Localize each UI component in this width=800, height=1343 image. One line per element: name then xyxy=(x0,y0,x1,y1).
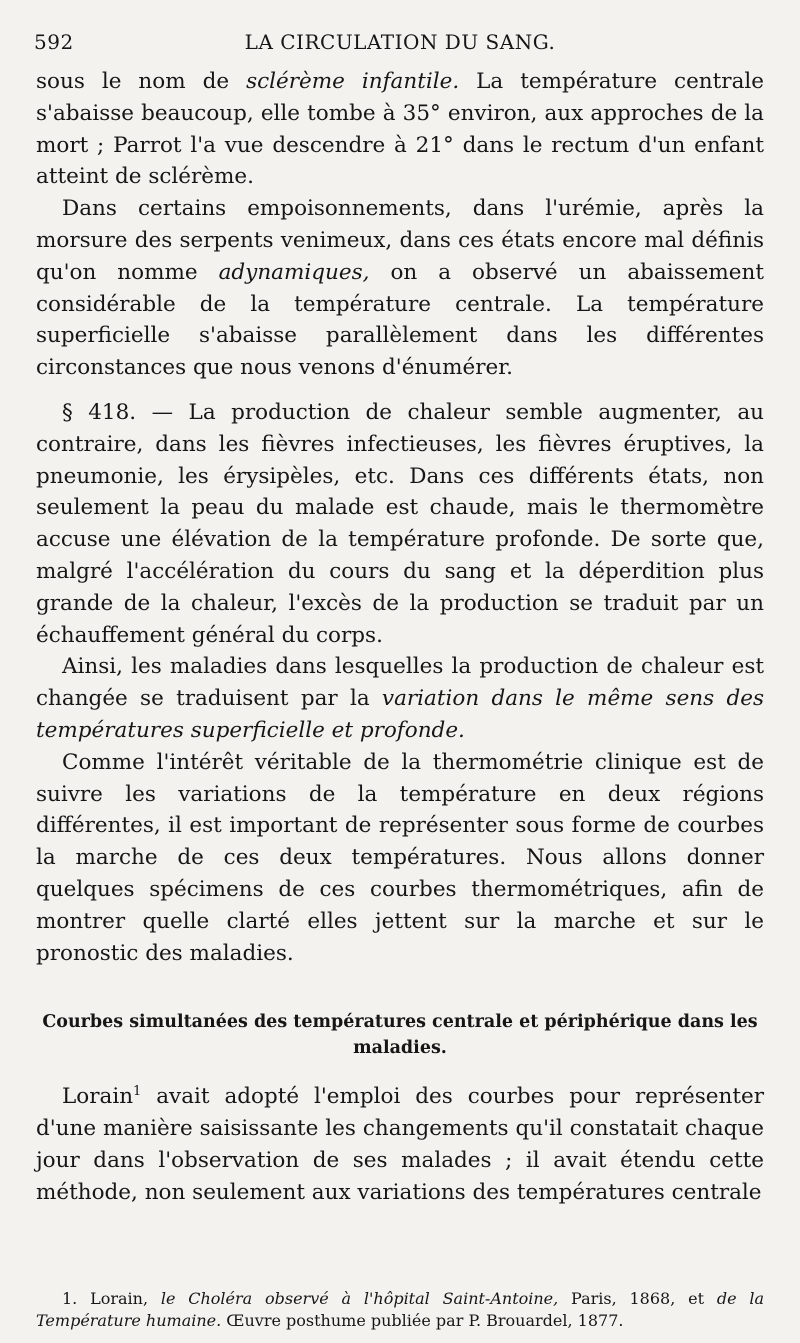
paragraph-2 xyxy=(36,193,764,384)
paragraph-6-text-b: avait adopté l'emploi des courbes pour représenter d'une manière saisissante les changements qu'il constatait chaque jour dans l'observation de ses malades ; il avait étendu cette méthode, non seulement aux variations des températures centrale xyxy=(36,1084,764,1205)
footnote xyxy=(36,1288,764,1332)
paragraph-4-italic: variation dans le même sens des températures superficielle et profonde. xyxy=(36,686,764,743)
page-body xyxy=(36,66,764,1209)
page-number: 592 xyxy=(34,30,74,54)
paragraph-2-text-b: on a observé un abaissement considérable de la température centrale. La température superficielle s'abaisse parallèlement dans les différentes circonstances que nous venons d'énumérer. xyxy=(36,259,764,381)
footnote-mid: Paris, 1868, et xyxy=(558,1289,717,1308)
paragraph-2-italic: adynamiques, xyxy=(218,259,370,285)
paragraph-1-text-a: sous le nom de xyxy=(36,69,247,94)
footnote-tail: Œuvre posthume publiée par P. Brouardel, 1877. xyxy=(221,1311,624,1330)
running-header xyxy=(34,30,766,60)
paragraph-1-text-b: La température centrale s'abaisse beaucoup, elle tombe à 35° environ, aux approches de la mort ; Parrot l'a vue descendre à 21° dans le rectum d'un enfant atteint de sclérème. xyxy=(36,69,764,190)
footnote-marker: 1. xyxy=(62,1289,78,1308)
footnote-author: Lorain, xyxy=(77,1289,161,1308)
running-title: LA CIRCULATION DU SANG. xyxy=(244,30,556,54)
paragraph-5: Comme l'intérêt véritable de la thermométrie clinique est de suivre les variations de la température en deux régions différentes, il est important de représenter sous forme de courbes la marche de ces deux températures. Nous allons donner quelques spécimens de ces courbes thermométriques, afin de montrer quelle clarté elles jettent sur la marche et sur le pronostic des maladies. xyxy=(36,749,764,966)
footnote-title-2: de la Température humaine. xyxy=(36,1289,765,1330)
paragraph-6-text-a: Lorain xyxy=(62,1084,134,1110)
paragraph-2-text-a: Dans certains empoisonnements, dans l'urémie, après la morsure des serpents venimeux, dans ces états encore mal définis qu'on nomme xyxy=(36,196,764,285)
paragraph-1 xyxy=(36,66,764,193)
paragraph-1-italic: sclérème infantile. xyxy=(246,69,460,94)
section-subheading: Courbes simultanées des températures centrale et périphérique dans les maladies. xyxy=(42,1012,758,1059)
footnote-reference: 1 xyxy=(133,1084,142,1100)
paragraph-6 xyxy=(36,1081,764,1208)
paragraph-4 xyxy=(36,651,764,746)
paragraph-4-text-a: Ainsi, les maladies dans lesquelles la production de chaleur est changée se traduisent par la xyxy=(36,654,764,712)
paragraph-3-section-418: § 418. — La production de chaleur semble augmenter, au contraire, dans les fièvres infectieuses, les fièvres éruptives, la pneumonie, les érysipèles, etc. Dans ces différents états, non seulement la peau du malade est chaude, mais le thermomètre accuse une élévation de la température profonde. De sorte que, malgré l'accélération du cours du sang et la déperdition plus grande de la chaleur, l'excès de la production se traduit par un échauffement général du corps. xyxy=(36,399,764,648)
footnote-title-1: le Choléra observé à l'hôpital Saint-Antoine, xyxy=(160,1289,559,1308)
